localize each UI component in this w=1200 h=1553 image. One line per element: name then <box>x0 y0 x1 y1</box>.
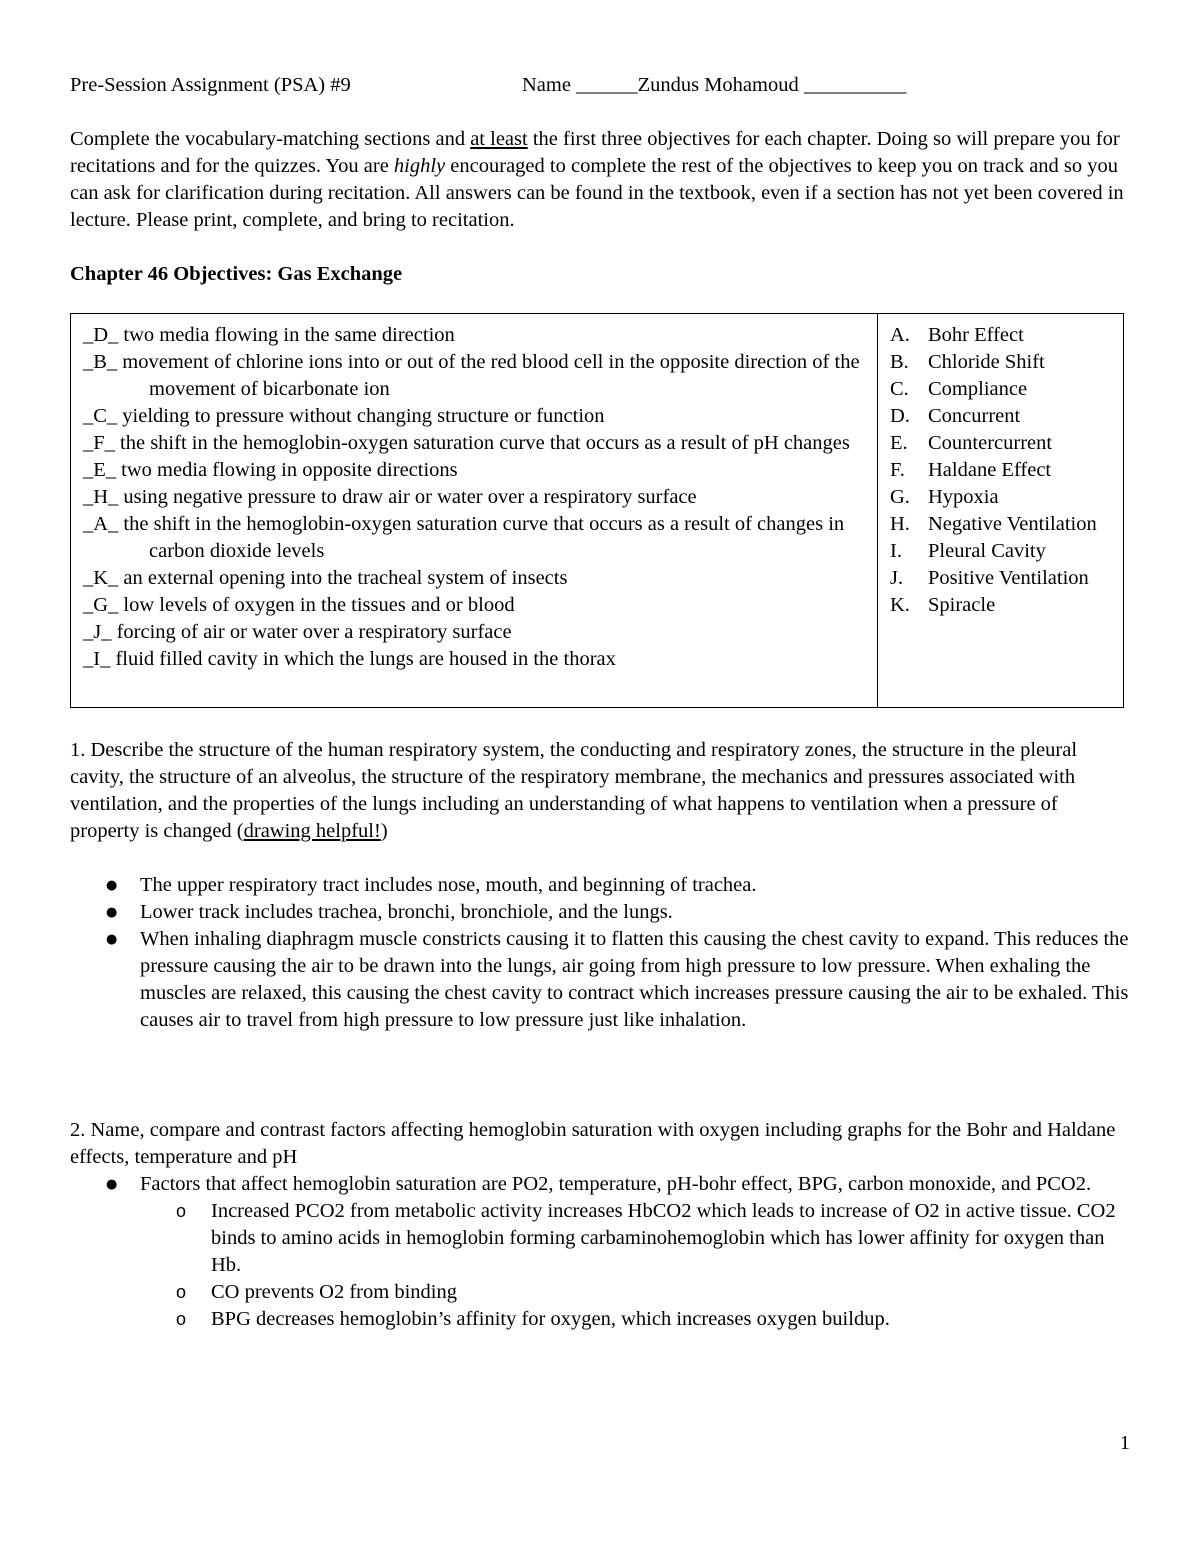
instructions-paragraph <box>70 126 1132 234</box>
term-label: Chloride Shift <box>928 351 1045 373</box>
answer-bullet: ● When inhaling diaphragm muscle constricts causing it to flatten this causing the chest cavity to expand. This reduces the pressure causing the air to be drawn into the lungs, air going from high pressure to low pressure. When exhaling the muscles are relaxed, this causing the chest cavity to contract which increases pressure causing the air to be exhaled. This causes air to travel from high pressure to low pressure just like inhalation. <box>70 926 1132 1034</box>
term-option <box>890 403 1118 430</box>
term-label: Concurrent <box>928 405 1021 427</box>
term-label: Compliance <box>928 378 1028 400</box>
term-label: Spiracle <box>928 594 996 616</box>
term-option <box>890 565 1118 592</box>
term-label: Bohr Effect <box>928 324 1024 346</box>
term-option <box>890 322 1118 349</box>
answer-subpoint: o CO prevents O2 from binding <box>70 1279 1132 1306</box>
answer-subpoint: o Increased PCO2 from metabolic activity increases HbCO2 which leads to increase of O2 in active tissue. CO2 binds to amino acids in hemoglobin forming carbaminohemoglobin which has lower affinity for oxygen than Hb. <box>70 1198 1132 1279</box>
intro-underlined: at least <box>470 128 528 150</box>
name-blank-suffix: __________ <box>803 74 907 96</box>
term-option <box>890 430 1118 457</box>
matching-item: _A_ the shift in the hemoglobin-oxygen saturation curve that occurs as a result of changes in carbon dioxide levels <box>83 513 845 562</box>
term-letter: J. <box>890 567 904 589</box>
question-2-prompt: 2. Name, compare and contrast factors affecting hemoglobin saturation with oxygen including graphs for the Bohr and Haldane effects, temperature and pH <box>70 1119 1116 1168</box>
page-number: 1 <box>1119 1432 1130 1454</box>
intro-text-3: encouraged to complete the rest of the objectives to keep you on track and so you can ask for clarification during recitation. All answers can be found in the textbook, even if a section has not yet been covered in lecture. Please print, complete, and bring to recitation. <box>70 155 1124 231</box>
chapter-title: Chapter 46 Objectives: Gas Exchange <box>70 263 403 285</box>
assignment-title: Pre-Session Assignment (PSA) #9 <box>70 74 351 96</box>
matching-item: _J_ forcing of air or water over a respiratory surface <box>83 621 512 643</box>
question-1-answers <box>70 872 1132 1034</box>
matching-item: _E_ two media flowing in opposite directions <box>83 459 458 481</box>
term-label: Haldane Effect <box>928 459 1052 481</box>
term-letter: G. <box>890 486 910 508</box>
term-option <box>890 457 1118 484</box>
name-label: Name <box>522 74 571 96</box>
term-letter: D. <box>890 405 910 427</box>
term-letter: F. <box>890 459 905 481</box>
matching-definitions <box>83 322 873 673</box>
intro-italic: highly <box>393 155 446 177</box>
term-label: Pleural Cavity <box>928 540 1046 562</box>
term-letter: I. <box>890 540 902 562</box>
matching-item: _K_ an external opening into the tracheal system of insects <box>83 567 568 589</box>
question-1-close: ) <box>380 820 388 842</box>
matching-item: _F_ the shift in the hemoglobin-oxygen saturation curve that occurs as a result of pH changes <box>83 432 850 454</box>
answer-subpoint: o BPG decreases hemoglobin’s affinity for oxygen, which increases oxygen buildup. <box>70 1306 1132 1333</box>
student-name: Zundus Mohamoud <box>637 74 799 96</box>
term-option <box>890 538 1118 565</box>
term-letter: C. <box>890 378 909 400</box>
vocabulary-matching-table <box>70 313 1124 708</box>
matching-item: _D_ two media flowing in the same direction <box>83 324 455 346</box>
question-1-text: 1. Describe the structure of the human respiratory system, the conducting and respiratory zones, the structure in the pleural cavity, the structure of an alveolus, the structure of the respiratory membrane, the mechanics and pressures associated with ventilation, and the properties of the lungs including an understanding of what happens to ventilation when a pressure of property is changed ( <box>70 739 1078 842</box>
matching-item: _B_ movement of chlorine ions into or out of the red blood cell in the opposite direction of the movement of bicarbonate ion <box>83 351 860 400</box>
answer-bullet: ● Factors that affect hemoglobin saturation are PO2, temperature, pH-bohr effect, BPG, carbon monoxide, and PCO2. <box>70 1171 1132 1198</box>
answer-bullet: ● The upper respiratory tract includes nose, mouth, and beginning of trachea. <box>70 872 1132 899</box>
term-option <box>890 511 1118 538</box>
term-option <box>890 592 1118 619</box>
term-letter: A. <box>890 324 910 346</box>
term-label: Countercurrent <box>928 432 1053 454</box>
term-option <box>890 349 1118 376</box>
question-1-underlined: drawing helpful! <box>243 820 381 842</box>
intro-text-2: the first three objectives for each chapter. Doing so will prepare you for recitations and for the quizzes. You are <box>70 128 1120 177</box>
term-label: Negative Ventilation <box>928 513 1097 535</box>
matching-item: _H_ using negative pressure to draw air or water over a respiratory surface <box>83 486 697 508</box>
question-2-answers <box>70 1171 1132 1333</box>
term-letter: B. <box>890 351 909 373</box>
table-divider <box>877 314 878 707</box>
term-letter: H. <box>890 513 910 535</box>
matching-terms <box>890 322 1118 619</box>
name-blank-prefix: ______ <box>576 74 638 96</box>
term-option <box>890 484 1118 511</box>
term-letter: E. <box>890 432 908 454</box>
term-letter: K. <box>890 594 910 616</box>
answer-bullet: ● Lower track includes trachea, bronchi, bronchiole, and the lungs. <box>70 899 1132 926</box>
name-line <box>522 72 906 99</box>
matching-item: _I_ fluid filled cavity in which the lungs are housed in the thorax <box>83 648 616 670</box>
matching-item: _G_ low levels of oxygen in the tissues and or blood <box>83 594 515 616</box>
matching-item: _C_ yielding to pressure without changing structure or function <box>83 405 605 427</box>
term-label: Hypoxia <box>928 486 999 508</box>
term-label: Positive Ventilation <box>928 567 1089 589</box>
question-1-prompt <box>70 737 1132 845</box>
intro-text-1: Complete the vocabulary-matching sections and <box>70 128 471 150</box>
term-option <box>890 376 1118 403</box>
